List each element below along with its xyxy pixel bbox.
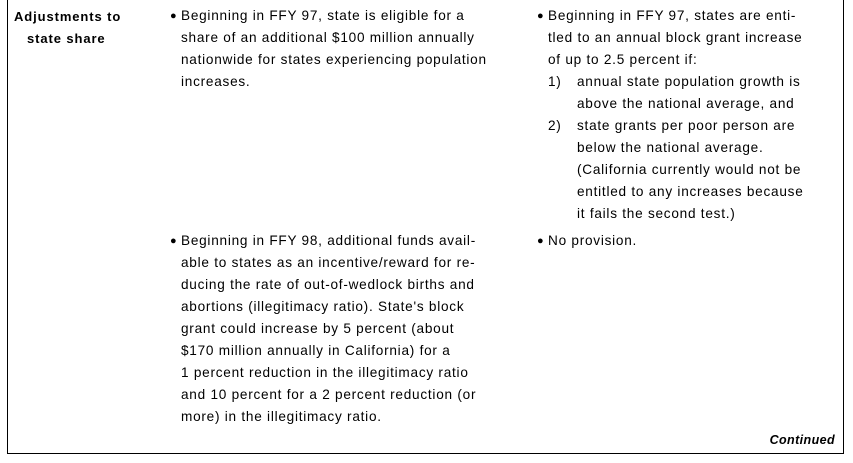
col-a-item-2 (170, 230, 525, 428)
text-line: more) in the illegitimacy ratio. (181, 409, 382, 424)
col-b-item-1 (537, 5, 837, 71)
col-b-item-2-text (537, 230, 837, 252)
bullet-icon: ● (170, 235, 178, 247)
text-line: increases. (181, 74, 251, 89)
condition-list (548, 71, 838, 225)
text-line: abortions (illegitimacy ratio). State's block (181, 299, 465, 314)
condition-text (548, 115, 838, 225)
row-heading (14, 6, 154, 50)
text-line: above the national average, and (577, 96, 795, 111)
continued-label: Continued (769, 433, 835, 447)
col-b-item-2 (537, 230, 837, 252)
text-line: nationwide for states experiencing population (181, 52, 487, 67)
text-line: ducing the rate of out-of-wedlock births and (181, 277, 475, 292)
col-a-item-1 (170, 5, 525, 93)
col-a-item-1-text (170, 5, 525, 93)
condition-item-2 (548, 115, 838, 225)
condition-number: 1) (548, 74, 562, 89)
text-line: and 10 percent for a 2 percent reduction (or (181, 387, 477, 402)
text-line: share of an additional $100 million annually (181, 30, 475, 45)
text-line: Beginning in FFY 97, states are enti- (548, 8, 797, 23)
bullet-icon: ● (170, 10, 178, 22)
row-heading-line1: Adjustments to (14, 9, 122, 24)
condition-item-1 (548, 71, 838, 115)
text-line: below the national average. (577, 140, 764, 155)
text-line: entitled to any increases because (577, 184, 804, 199)
text-line: Beginning in FFY 98, additional funds avail- (181, 233, 476, 248)
bullet-icon: ● (537, 235, 545, 247)
text-line: tled to an annual block grant increase (548, 30, 803, 45)
row-heading-line2: state share (27, 31, 106, 46)
text-line: grant could increase by 5 percent (about (181, 321, 455, 336)
col-a-item-2-text (170, 230, 525, 428)
text-line: able to states as an incentive/reward for re- (181, 255, 476, 270)
condition-number: 2) (548, 118, 562, 133)
text-line: Beginning in FFY 97, state is eligible for a (181, 8, 465, 23)
bullet-icon: ● (537, 10, 545, 22)
text-line: $170 million annually in California) for a (181, 343, 451, 358)
text-line: it fails the second test.) (577, 206, 736, 221)
text-line: annual state population growth is (577, 74, 801, 89)
text-line: No provision. (548, 233, 638, 248)
text-line: (California currently would not be (577, 162, 802, 177)
condition-text (548, 71, 838, 115)
col-b-item-1-text (537, 5, 837, 71)
text-line: state grants per poor person are (577, 118, 796, 133)
text-line: of up to 2.5 percent if: (548, 52, 698, 67)
text-line: 1 percent reduction in the illegitimacy ratio (181, 365, 469, 380)
